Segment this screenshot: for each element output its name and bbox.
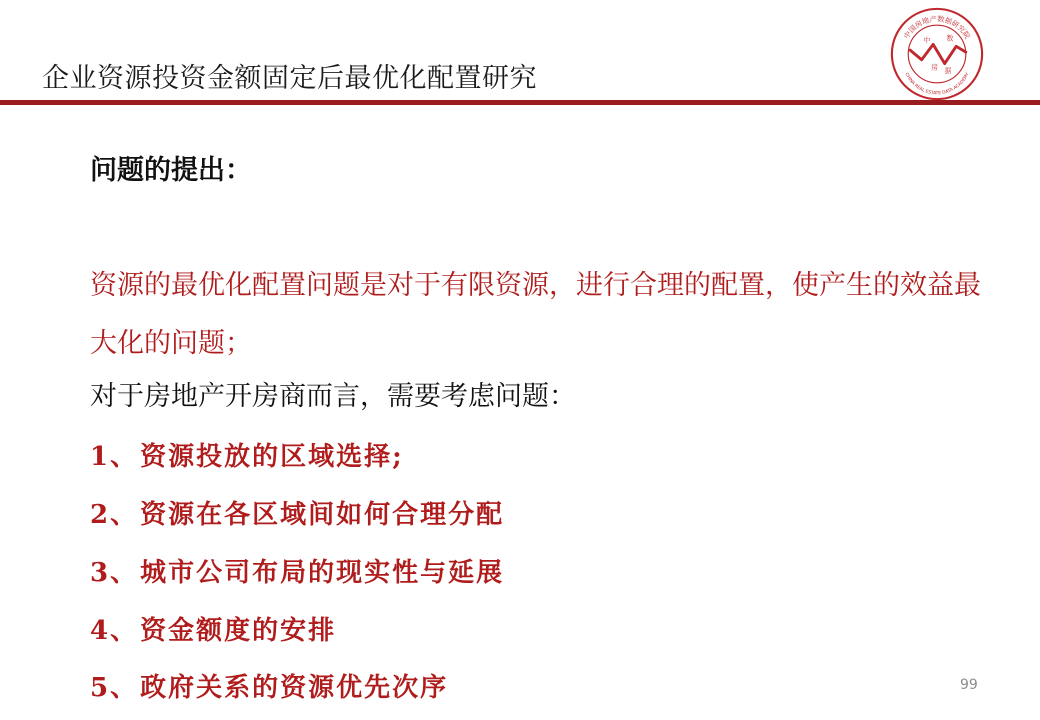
logo-char-1: 中: [923, 36, 931, 45]
list-item-number: 2、: [90, 500, 139, 530]
list-item-number: 1、: [90, 442, 139, 472]
logo-ring-text: 中国房地产数据研究院: [901, 14, 973, 41]
logo-char-3: 房: [931, 63, 938, 72]
logo-char-2: 数: [946, 34, 954, 43]
list-item-number: 3、: [90, 558, 139, 588]
list-item-number: 4、: [90, 616, 139, 646]
intro-paragraph: 资源的最优化配置问题是对于有限资源，进行合理的配置，使产生的效益最大化的问题；: [90, 270, 981, 359]
list-item: [90, 436, 404, 473]
list-item: [90, 552, 504, 589]
list-item-text: 资源在各区域间如何合理分配: [140, 500, 505, 530]
page-number: 99: [960, 677, 978, 693]
list-item: [90, 667, 448, 704]
question-line: 对于房地产开房商而言，需要考虑问题：: [90, 381, 576, 412]
logo-ring-text-en: CHINA REAL ESTATE DATA ACADEMY: [903, 72, 971, 97]
list-item-number: 5、: [90, 673, 139, 703]
list-item-text: 资金额度的安排: [140, 616, 337, 646]
section-heading: 问题的提出：: [90, 155, 252, 186]
list-item-text: 政府关系的资源优先次序: [140, 673, 449, 703]
logo-char-4: 据: [944, 67, 952, 76]
list-item-text: 城市公司布局的现实性与延展: [140, 558, 505, 588]
list-item: [90, 610, 336, 647]
list-item-text: 资源投放的区域选择;: [140, 442, 404, 472]
title-divider: [0, 100, 1040, 105]
svg-text:中国房地产数据研究院: [902, 14, 972, 40]
logo-zigzag-icon: [910, 44, 966, 63]
academy-logo: [889, 6, 985, 102]
list-item: [90, 494, 504, 531]
slide-title: 企业资源投资金额固定后最优化配置研究: [42, 63, 537, 94]
